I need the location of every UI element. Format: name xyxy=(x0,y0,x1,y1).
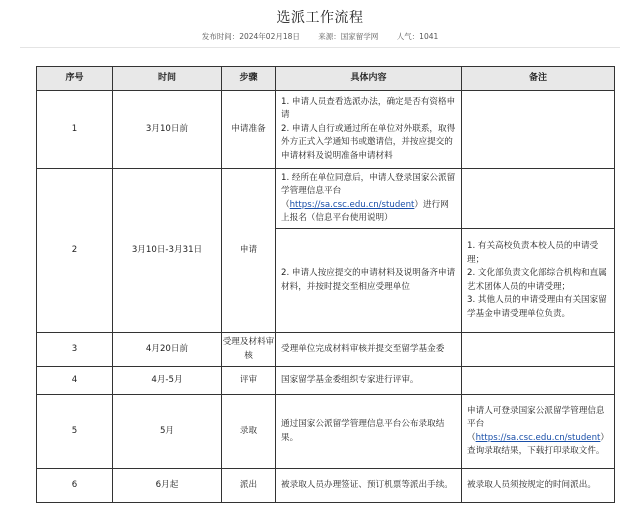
cell-content: 2. 申请人按应提交的申请材料及说明备齐申请材料，并按时提交至相应受理单位 xyxy=(276,229,462,333)
note-line: 1. 有关高校负责本校人员的申请受理； xyxy=(467,241,599,265)
source: 来源：国家留学网 xyxy=(318,32,379,41)
cell-note: 被录取人员须按规定的时间派出。 xyxy=(462,469,615,503)
cell-content: 受理单位完成材料审核并提交至留学基金委 xyxy=(276,333,462,367)
article-meta xyxy=(0,31,640,42)
cell-step: 受理及材料审核 xyxy=(222,333,276,367)
divider xyxy=(20,47,620,48)
note-line: 3. 其他人员的申请受理由有关国家留学基金申请受理单位负责。 xyxy=(467,295,607,319)
process-table xyxy=(36,66,615,503)
table-row xyxy=(37,333,615,367)
content-text: ）进行网上报名（信息平台使用说明） xyxy=(281,199,449,223)
cell-content: 通过国家公派留学管理信息平台公布录取结果。 xyxy=(276,395,462,469)
table-header-row xyxy=(37,67,615,91)
cell-note xyxy=(462,91,615,169)
cell-time: 3月10日前 xyxy=(113,91,222,169)
table-row xyxy=(37,469,615,503)
cell-note xyxy=(462,333,615,367)
cell-note xyxy=(462,229,615,333)
note-line: 2. 文化部负责文化部综合机构和直属艺术团体人员的申请受理； xyxy=(467,268,607,292)
header-no: 序号 xyxy=(37,67,113,91)
cell-no: 2 xyxy=(37,169,113,333)
header-content: 具体内容 xyxy=(276,67,462,91)
content-text: 1. 经所在单位同意后，申请人登录国家公派留学管理信息平台（ xyxy=(281,172,456,210)
content-line: 2. 申请人自行或通过所在单位对外联系，取得外方正式入学通知书或邀请信，并按应提交的申请材料及说明准备申请材料 xyxy=(281,123,456,161)
header-time: 时间 xyxy=(113,67,222,91)
cell-content xyxy=(276,91,462,169)
cell-content: 被录取人员办理签证、预订机票等派出手续。 xyxy=(276,469,462,503)
cell-no: 6 xyxy=(37,469,113,503)
note-text: ）查询录取结果，下载打印录取文件。 xyxy=(467,432,609,456)
content-line: 1. 申请人员查看选派办法，确定是否有资格申请 xyxy=(281,96,456,121)
cell-time: 6月起 xyxy=(113,469,222,503)
cell-no: 3 xyxy=(37,333,113,367)
header-step: 步骤 xyxy=(222,67,276,91)
cell-time: 4月20日前 xyxy=(113,333,222,367)
platform-link[interactable]: https://sa.csc.edu.cn/student xyxy=(289,199,415,210)
cell-step: 申请 xyxy=(222,169,276,333)
cell-step: 评审 xyxy=(222,367,276,395)
cell-note xyxy=(462,395,615,469)
cell-no: 5 xyxy=(37,395,113,469)
platform-link[interactable]: https://sa.csc.edu.cn/student xyxy=(475,432,601,443)
cell-time: 5月 xyxy=(113,395,222,469)
cell-content xyxy=(276,169,462,229)
page-title: 选派工作流程 xyxy=(276,10,364,26)
cell-time: 3月10日-3月31日 xyxy=(113,169,222,333)
cell-step: 派出 xyxy=(222,469,276,503)
cell-step: 录取 xyxy=(222,395,276,469)
table-row xyxy=(37,367,615,395)
view-count: 人气：1041 xyxy=(396,32,439,41)
cell-time: 4月-5月 xyxy=(113,367,222,395)
table-row xyxy=(37,395,615,469)
cell-no: 1 xyxy=(37,91,113,169)
publish-date: 发布时间：2024年02月18日 xyxy=(201,32,300,41)
header-note: 备注 xyxy=(462,67,615,91)
cell-note xyxy=(462,169,615,229)
cell-no: 4 xyxy=(37,367,113,395)
note-text: 申请人可登录国家公派留学管理信息平台（ xyxy=(467,405,605,443)
cell-note xyxy=(462,367,615,395)
cell-step: 申请准备 xyxy=(222,91,276,169)
cell-content: 国家留学基金委组织专家进行评审。 xyxy=(276,367,462,395)
table-row xyxy=(37,91,615,169)
table-row xyxy=(37,169,615,229)
